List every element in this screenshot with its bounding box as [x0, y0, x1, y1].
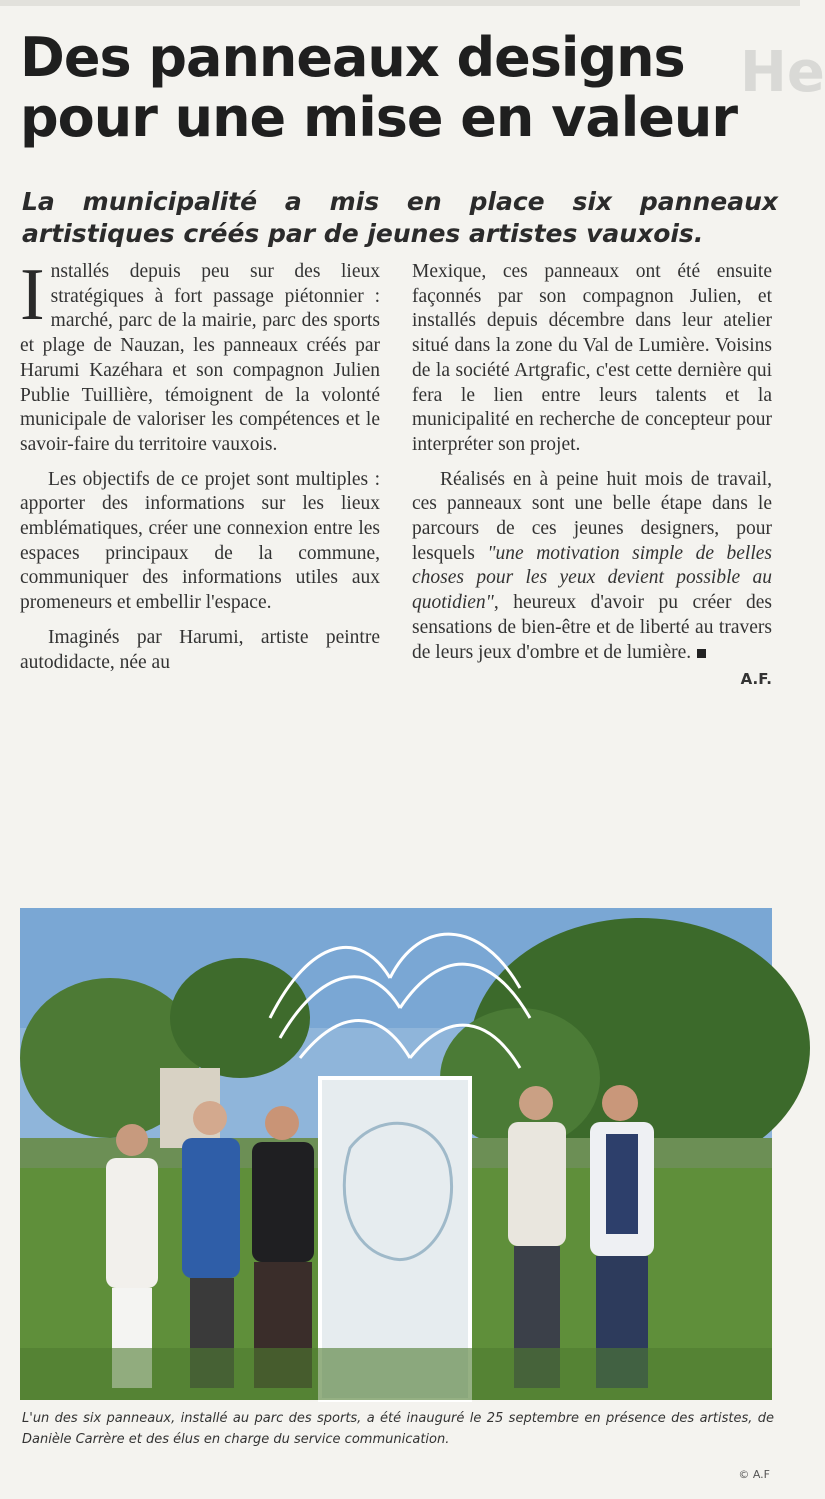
article-subhead: La municipalité a mis en place six panneaux artistiques créés par de jeunes artistes vauxois.	[22, 187, 778, 248]
person-2	[182, 1101, 240, 1388]
paragraph-5	[412, 468, 772, 689]
author-signature: A.F.	[740, 670, 772, 689]
bleed-through-text: He	[740, 40, 825, 105]
person-4	[508, 1086, 566, 1388]
article-column-right	[412, 260, 772, 692]
artist-quote: "une motivation simple de belles choses pour les yeux devient possible au quotidien"	[412, 542, 772, 614]
paragraph-2: Les objectifs de ce projet sont multiples : apporter des informations sur les lieux emblématiques, créer une connexion entre les espaces principaux de la commune, communiquer des informations utiles aux promeneurs et embellir l'espace.	[20, 468, 380, 614]
photo-illustration	[20, 908, 772, 1400]
person-5	[590, 1085, 654, 1388]
article-column-left	[20, 254, 380, 685]
end-of-article-mark	[697, 649, 706, 658]
scan-edge	[0, 0, 800, 6]
paragraph-5-start: Réalisés en à peine huit mois de travail, ces panneaux sont une belle étape dans le parcours de ces jeunes designers, pour lesquels	[412, 468, 772, 564]
photo-credit: © A.F	[738, 1468, 770, 1481]
tree-center-left	[170, 958, 310, 1078]
article-photo	[20, 908, 772, 1400]
person-3	[252, 1106, 314, 1388]
paragraph-4: Mexique, ces panneaux ont été ensuite façonnés par son compagnon Julien, et installés depuis décembre dans leur atelier situé dans la zone du Val de Lumière. Voisins de la société Artgrafic, c'est cette dernière qui fera le lien entre leurs talents et la municipalité en recherche de concepteur pour interpréter son projet.	[412, 261, 772, 455]
paragraph-1	[20, 254, 380, 458]
foreground-grass	[20, 1348, 772, 1400]
headline-line-2: pour une mise en valeur	[20, 86, 737, 149]
drop-cap: I	[20, 254, 45, 336]
paragraph-5-end: , heureux d'avoir pu créer des sensations de bien-être et de liberté au travers de leurs jeux d'ombre et de lumière.	[412, 592, 772, 663]
photo-caption: L'un des six panneaux, installé au parc des sports, a été inauguré le 25 septembre en présence des artistes, de Danièle Carrère et des élus en charge du service communication.	[22, 1411, 774, 1447]
article-headline	[20, 28, 780, 148]
paragraph-1-text: nstallés depuis peu sur des lieux stratégiques à fort passage piétonnier : marché, parc de la mairie, parc des sports et plage de Nauzan, les panneaux créés par Harumi Kazéhara et son compagnon Julien Publie Tuillière, témoignent de la volonté municipale de valoriser les compétences et le savoir-faire du territoire vauxois.	[20, 261, 380, 455]
headline-line-1: Des panneaux designs	[20, 26, 685, 89]
paragraph-3: Imaginés par Harumi, artiste peintre autodidacte, née au	[20, 626, 380, 673]
